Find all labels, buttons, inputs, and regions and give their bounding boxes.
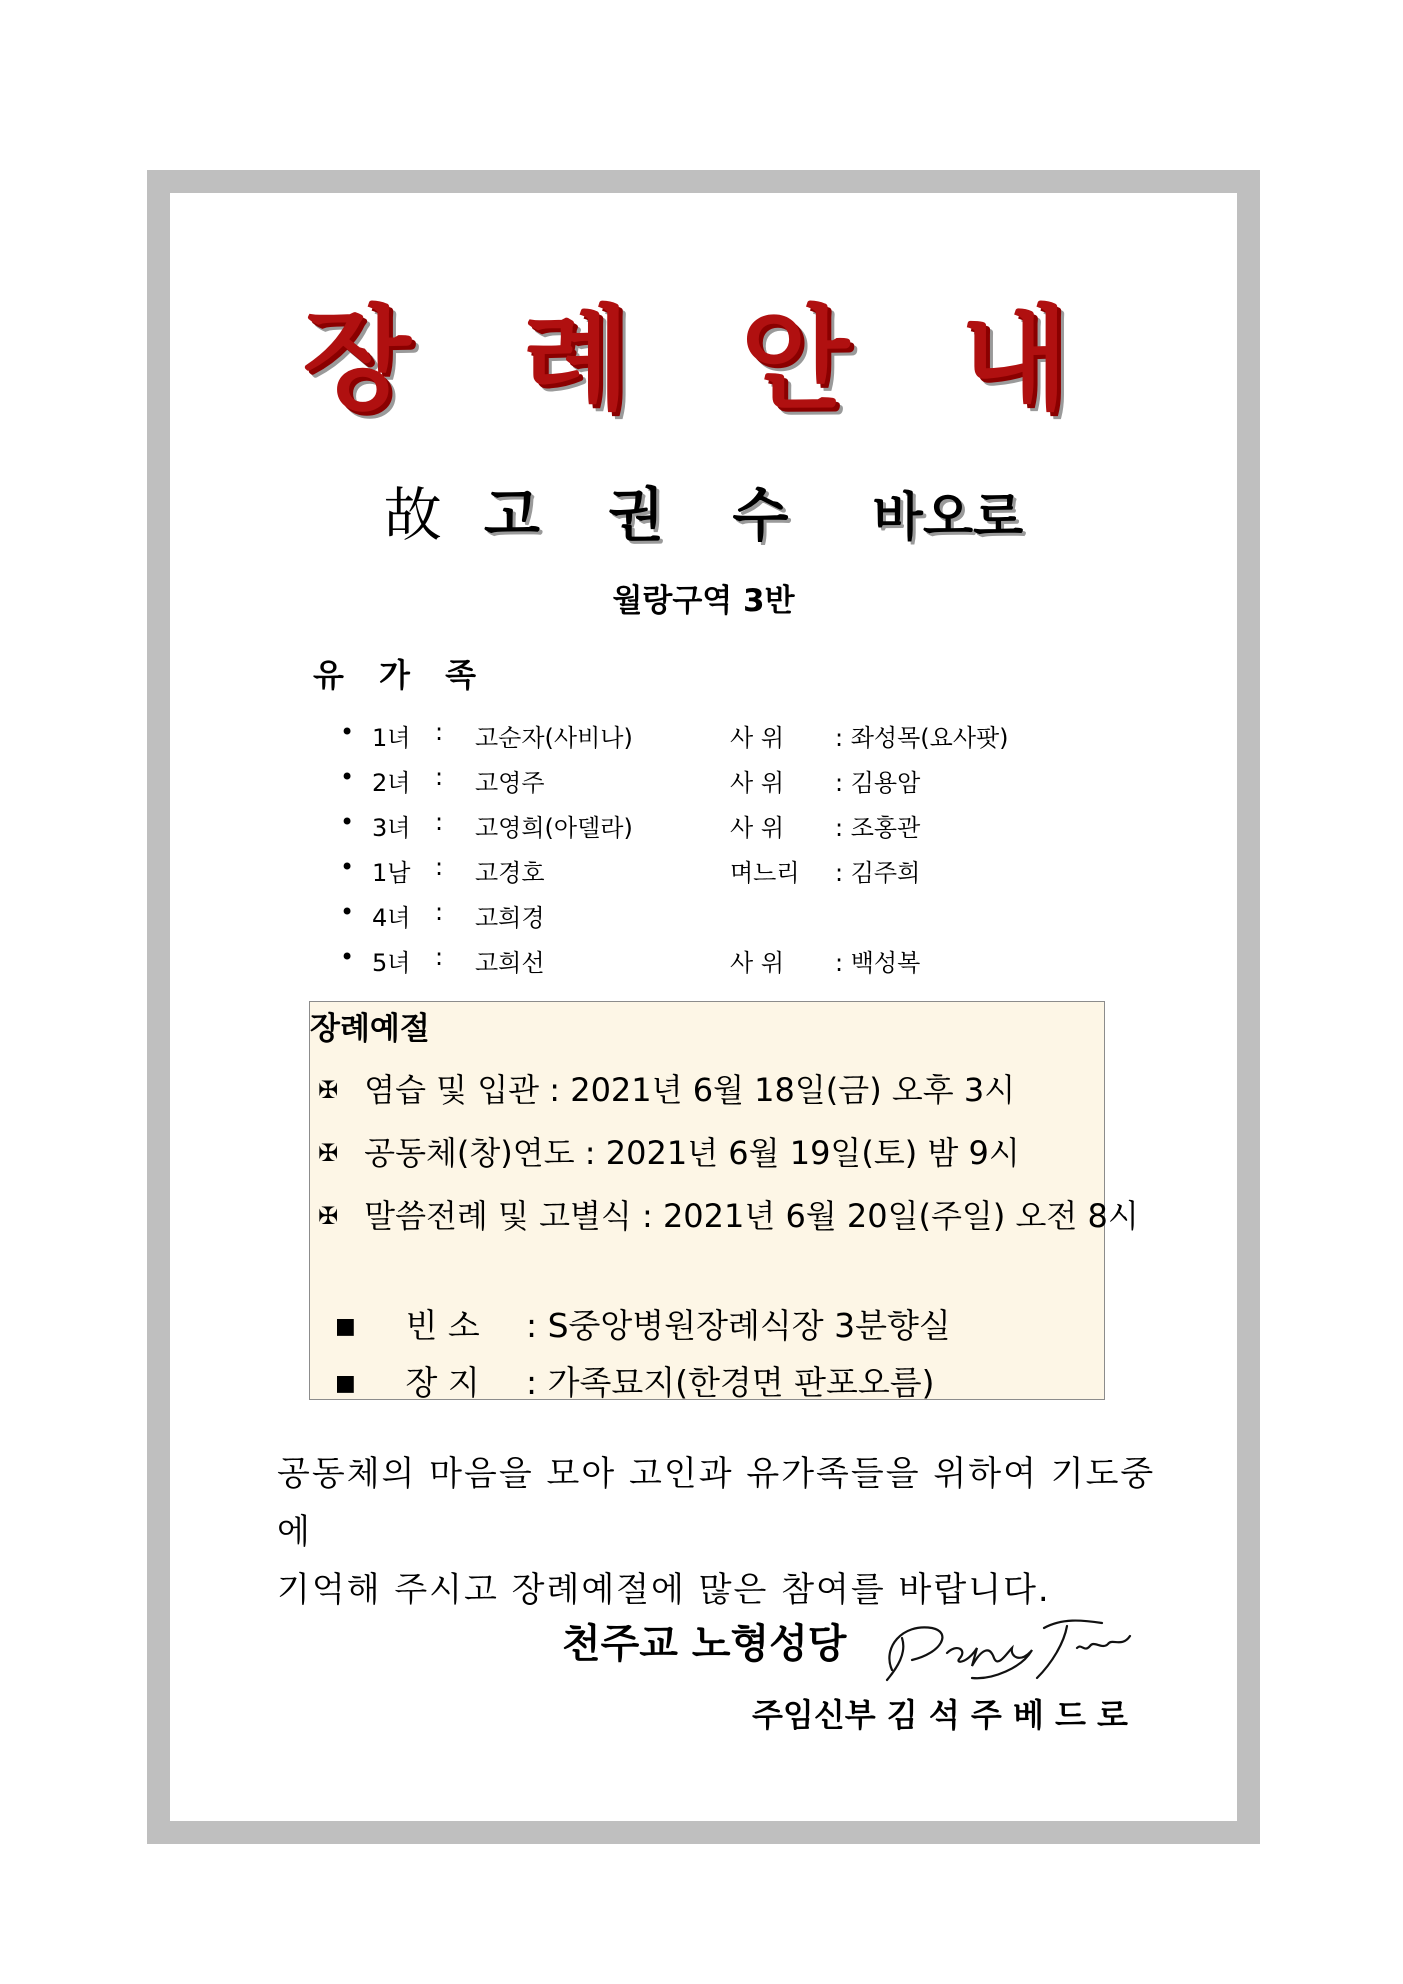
separator: : xyxy=(435,943,444,971)
family-role: 2녀 xyxy=(372,769,411,797)
square-bullet-icon: ■ xyxy=(335,1314,356,1339)
bullet: • xyxy=(340,718,355,746)
deceased-prefix: 故 xyxy=(383,481,442,549)
family-heading: 유 가 족 xyxy=(313,656,489,694)
bullet: • xyxy=(340,763,355,791)
in-law-relation: 사 위 xyxy=(730,769,784,797)
family-row xyxy=(340,943,1060,983)
bullet: • xyxy=(340,943,355,971)
family-name: 고경호 xyxy=(475,859,545,887)
rite-item xyxy=(318,1065,1015,1111)
bullet: • xyxy=(340,898,355,926)
separator: : xyxy=(435,853,444,881)
place-value: : S중앙병원장례식장 3분향실 xyxy=(526,1306,951,1345)
bullet: • xyxy=(340,808,355,836)
family-role: 1녀 xyxy=(372,724,411,752)
funeral-rites-heading: 장례예절 xyxy=(310,1011,430,1047)
family-row xyxy=(340,763,1060,803)
family-name: 고순자(사비나) xyxy=(475,724,633,752)
family-row xyxy=(340,853,1060,893)
in-law-relation: 사 위 xyxy=(730,814,784,842)
rite-time: : 2021년 6월 20일(주일) 오전 8시 xyxy=(641,1197,1139,1235)
rite-time: : 2021년 6월 18일(금) 오후 3시 xyxy=(549,1071,1016,1109)
in-law-relation: 며느리 xyxy=(730,859,800,887)
prayer-message xyxy=(277,1445,1177,1619)
family-name: 고희경 xyxy=(475,904,545,932)
pastor-signature xyxy=(872,1608,1142,1688)
in-law-name: : 김주희 xyxy=(835,859,921,887)
bullet: • xyxy=(340,853,355,881)
family-role: 4녀 xyxy=(372,904,411,932)
square-bullet-icon: ■ xyxy=(335,1371,356,1396)
family-role: 5녀 xyxy=(372,949,411,977)
rite-item xyxy=(318,1191,1139,1237)
separator: : xyxy=(435,808,444,836)
family-name: 고영희(아델라) xyxy=(475,814,633,842)
family-name: 고영주 xyxy=(475,769,545,797)
rite-label: 말씀전례 및 고별식 xyxy=(364,1197,632,1235)
district: 월랑구역 3반 xyxy=(612,583,795,619)
family-row xyxy=(340,808,1060,848)
cross-icon: ✠ xyxy=(318,1139,339,1167)
baptismal-name: 바오로 xyxy=(872,488,1024,548)
place-item xyxy=(335,1357,935,1404)
pastor-name: 주임신부 김 석 주 베 드 로 xyxy=(752,1696,1128,1734)
family-name: 고희선 xyxy=(475,949,545,977)
separator: : xyxy=(435,718,444,746)
in-law-relation: 사 위 xyxy=(730,949,784,977)
place-item xyxy=(335,1300,951,1347)
rite-label: 공동체(창)연도 xyxy=(364,1134,575,1172)
rite-label: 염습 및 입관 xyxy=(364,1071,540,1109)
place-label: 빈 소 xyxy=(405,1306,480,1345)
place-label: 장 지 xyxy=(405,1363,480,1402)
cross-icon: ✠ xyxy=(318,1076,339,1104)
family-role: 1남 xyxy=(372,859,411,887)
message-line: 기억해 주시고 장례예절에 많은 참여를 바랍니다. xyxy=(277,1570,1051,1610)
church-name: 천주교 노형성당 xyxy=(562,1621,847,1667)
message-line: 공동체의 마음을 모아 고인과 유가족들을 위하여 기도중에 xyxy=(277,1454,1156,1552)
in-law-name: : 백성복 xyxy=(835,949,921,977)
notice-title: 장 례 안 내 xyxy=(302,295,1105,425)
in-law-relation: 사 위 xyxy=(730,724,784,752)
family-role: 3녀 xyxy=(372,814,411,842)
rite-time: : 2021년 6월 19일(토) 밤 9시 xyxy=(584,1134,1020,1172)
deceased-name-line xyxy=(170,468,1237,552)
deceased-name: 고 권 수 xyxy=(483,481,813,549)
separator: : xyxy=(435,763,444,791)
family-row xyxy=(340,898,1060,938)
in-law-name: : 김용암 xyxy=(835,769,921,797)
in-law-name: : 좌성목(요사팟) xyxy=(835,724,1009,752)
rite-item xyxy=(318,1128,1020,1174)
place-value: : 가족묘지(한경면 판포오름) xyxy=(526,1363,935,1402)
in-law-name: : 조홍관 xyxy=(835,814,921,842)
cross-icon: ✠ xyxy=(318,1202,339,1230)
family-row xyxy=(340,718,1060,758)
separator: : xyxy=(435,898,444,926)
